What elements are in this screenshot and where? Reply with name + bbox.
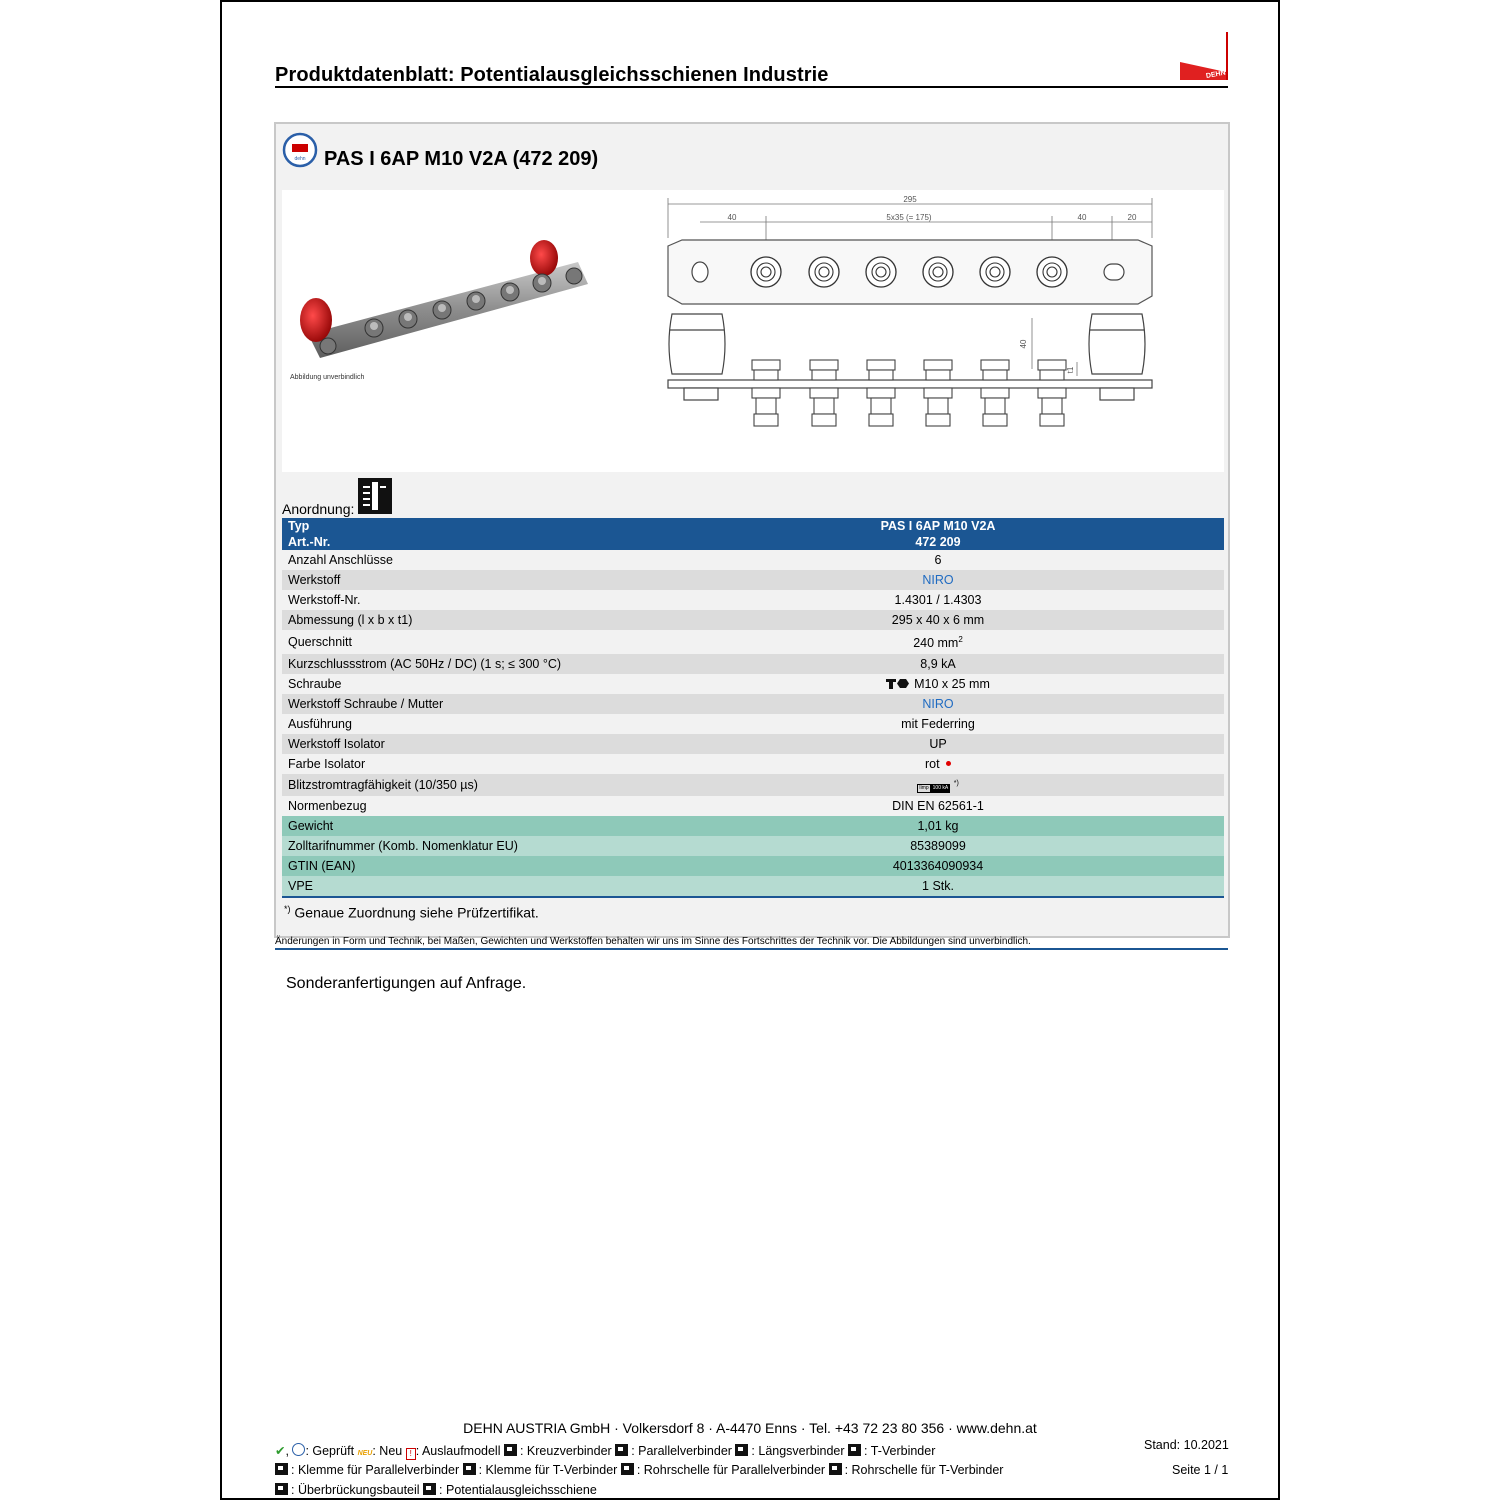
spec-label: Werkstoff-Nr. [282, 590, 658, 610]
table-row [282, 590, 1224, 610]
spec-value: 8,9 kA [658, 654, 1224, 674]
legend-line-2 [275, 1463, 1003, 1477]
spec-value: UP [658, 734, 1224, 754]
spec-value: rot [924, 757, 940, 771]
table-row [282, 774, 1224, 796]
spec-value: 6 [658, 550, 1224, 570]
dim-mid: 5x35 (= 175) [886, 213, 932, 222]
spec-label: Art.-Nr. [282, 534, 658, 550]
material-link[interactable]: NIRO [922, 697, 954, 711]
spec-label: Querschnitt [282, 630, 658, 654]
t-connector-icon [848, 1444, 861, 1456]
clamp-t-icon [463, 1463, 476, 1475]
spec-value: 1.4301 / 1.4303 [658, 590, 1224, 610]
product-photo [288, 230, 598, 370]
pipe-clamp-t-icon [829, 1463, 842, 1475]
footnote [284, 904, 539, 921]
cross-connector-icon [504, 1444, 517, 1456]
material-link[interactable]: NIRO [922, 573, 954, 587]
dim-t1: t1 [1066, 366, 1075, 374]
legend-klemme-parallel: : Klemme für Parallelverbinder [291, 1463, 460, 1477]
pipe-clamp-parallel-icon [621, 1463, 634, 1475]
spec-label: Ausführung [282, 714, 658, 734]
longitudinal-connector-icon [735, 1444, 748, 1456]
spec-label: Kurzschlussstrom (AC 50Hz / DC) (1 s; ≤ 300 °C) [282, 654, 658, 674]
table-row [282, 876, 1224, 897]
clamp-parallel-icon [275, 1463, 288, 1475]
legend-t: : T-Verbinder [864, 1444, 936, 1458]
spec-label: Werkstoff [282, 570, 658, 590]
product-title: PAS I 6AP M10 V2A (472 209) [324, 148, 599, 170]
table-row [282, 856, 1224, 876]
page-number: Seite 1 / 1 [1172, 1463, 1229, 1477]
table-row [282, 630, 1224, 654]
equipotential-bar-icon [358, 478, 392, 514]
legend-geprueft: : Geprüft [305, 1444, 355, 1458]
spec-value: 1 Stk. [658, 876, 1224, 897]
footer-date: Stand: 10.2021 [1144, 1438, 1229, 1452]
spec-label: GTIN (EAN) [282, 856, 658, 876]
special-orders-note: Sonderanfertigungen auf Anfrage. [286, 975, 527, 992]
spec-value: 295 x 40 x 6 mm [658, 610, 1224, 630]
dim-end: 20 [1127, 213, 1137, 222]
equipotential-bar-legend-icon [423, 1483, 436, 1495]
legend-rohr-t: : Rohrschelle für T-Verbinder [844, 1463, 1004, 1477]
header-rule [275, 86, 1228, 88]
spec-label: Farbe Isolator [282, 754, 658, 774]
table-row [282, 534, 1224, 550]
disclaimer-rule [275, 948, 1228, 950]
spec-label: Schraube [282, 674, 658, 694]
table-row [282, 836, 1224, 856]
legend-pas: : Potentialausgleichsschiene [439, 1483, 597, 1497]
spec-value: 240 mm [913, 636, 959, 651]
spec-value: 1,01 kg [658, 816, 1224, 836]
dim-total: 295 [903, 195, 917, 204]
spec-label: Gewicht [282, 816, 658, 836]
legend-auslauf: : Auslaufmodell [415, 1444, 501, 1458]
footer-address: DEHN AUSTRIA GmbH · Volkersdorf 8 · A-4470 Enns · Tel. +43 72 23 80 356 · www.dehn.at [463, 1420, 1037, 1436]
check-icon: ✔ [275, 1444, 286, 1458]
spec-value: 472 209 [658, 534, 1224, 550]
red-dot-icon [946, 761, 951, 766]
legend-ueberbrueck: : Überbrückungsbauteil [291, 1483, 420, 1497]
footnote-mark: *) [953, 780, 959, 787]
table-row [282, 654, 1224, 674]
table-row [282, 550, 1224, 570]
spec-value: M10 x 25 mm [914, 677, 990, 691]
table-row [282, 674, 1224, 694]
footnote-mark: *) [284, 904, 291, 914]
spec-label: Typ [282, 518, 658, 534]
discontinued-icon: ! [406, 1448, 416, 1460]
bridging-component-icon [275, 1483, 288, 1495]
spec-label: Anzahl Anschlüsse [282, 550, 658, 570]
table-row [282, 816, 1224, 836]
disclaimer: Änderungen in Form und Technik, bei Maßen, Gewichten und Werkstoffen behalten wir uns im Sinne des Fortschrittes der Technik vor. Die Abbildungen sind unverbindlich. [275, 936, 1031, 947]
spec-label: VPE [282, 876, 658, 897]
datasheet-page [220, 0, 1280, 1500]
legend-parallel: : Parallelverbinder [631, 1444, 732, 1458]
svg-text:DEHN: DEHN [1205, 69, 1227, 80]
page-title: Produktdatenblatt: Potentialausgleichsschienen Industrie [275, 64, 829, 86]
product-card [274, 122, 1230, 938]
table-row [282, 610, 1224, 630]
new-badge-icon: NEU [357, 1450, 373, 1457]
spec-label: Normenbezug [282, 796, 658, 816]
dehn-logo-icon [1178, 32, 1228, 82]
spec-label: Werkstoff Isolator [282, 734, 658, 754]
screw-nut-icon [886, 678, 910, 689]
legend-kreuz: : Kreuzverbinder [519, 1444, 612, 1458]
legend-laengs: : Längsverbinder [751, 1444, 845, 1458]
spec-value: DIN EN 62561-1 [658, 796, 1224, 816]
unit-superscript: 2 [958, 635, 963, 645]
arrangement-label: Anordnung: [282, 501, 355, 517]
table-row [282, 714, 1224, 734]
verified-product-icon [282, 132, 318, 168]
table-row [282, 796, 1224, 816]
parallel-connector-icon [615, 1444, 628, 1456]
spec-label: Blitzstromtragfähigkeit (10/350 µs) [282, 774, 658, 796]
spec-label: Werkstoff Schraube / Mutter [282, 694, 658, 714]
table-row [282, 518, 1224, 534]
technical-drawing [662, 194, 1162, 434]
spec-table [282, 518, 1224, 898]
table-row [282, 570, 1224, 590]
photo-caption: Abbildung unverbindlich [290, 374, 365, 381]
spec-label: Zolltarifnummer (Komb. Nomenklatur EU) [282, 836, 658, 856]
dim-left: 40 [727, 213, 737, 222]
legend-line-3 [275, 1483, 597, 1497]
footnote-text: Genaue Zuordnung siehe Prüfzertifikat. [290, 904, 539, 921]
spec-value: 4013364090934 [658, 856, 1224, 876]
table-row [282, 734, 1224, 754]
legend-klemme-t: : Klemme für T-Verbinder [478, 1463, 618, 1477]
spec-value: mit Federring [658, 714, 1224, 734]
legend-line-1: ✔, : Geprüft NEU: Neu ! : Auslaufmodell : Kreuzverbinder : Parallelverbinder : Längsverbinder : T-Verbinder [275, 1444, 936, 1458]
verified-icon [292, 1443, 305, 1456]
spec-label: Abmessung (l x b x t1) [282, 610, 658, 630]
lightning-current-badge: Iimp 100 kA [919, 785, 949, 792]
dim-height-side: 40 [1019, 339, 1028, 349]
legend-neu: : Neu [372, 1444, 403, 1458]
table-row [282, 694, 1224, 714]
product-figure [282, 190, 1224, 472]
spec-value: PAS I 6AP M10 V2A [658, 518, 1224, 534]
table-row [282, 754, 1224, 774]
spec-value: 85389099 [658, 836, 1224, 856]
svg-text:dehn: dehn [294, 156, 306, 162]
dim-right: 40 [1077, 213, 1087, 222]
legend-rohr-parallel: : Rohrschelle für Parallelverbinder [636, 1463, 826, 1477]
